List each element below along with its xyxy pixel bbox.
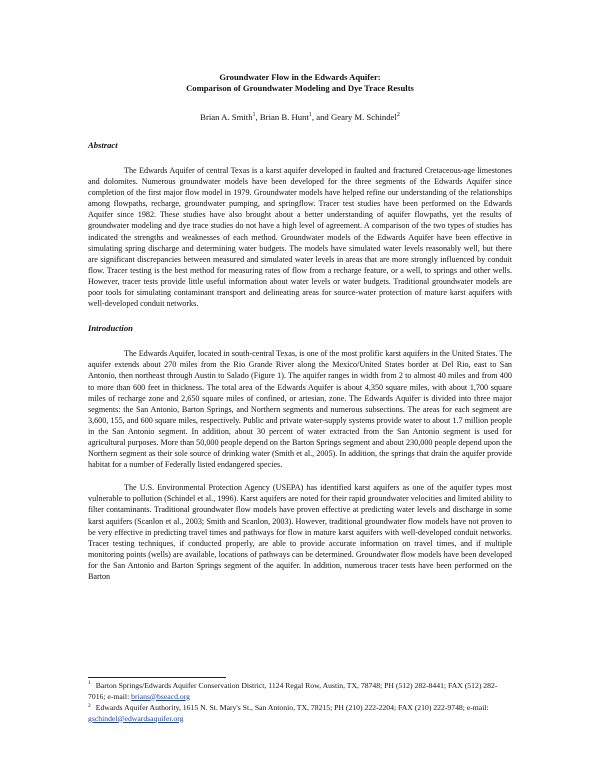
author-3-affiliation: 2 [396, 112, 400, 119]
footnote-divider [88, 677, 226, 678]
footnote-2 [88, 703, 512, 724]
introduction-heading: Introduction [88, 323, 133, 334]
author-2: Brian B. Hunt [259, 112, 309, 122]
author-3: Geary M. Schindel [330, 112, 397, 122]
author-2-affiliation: 1 [308, 112, 312, 119]
title-line-2: Comparison of Groundwater Modeling and Dye Trace Results [186, 83, 414, 93]
author-1: Brian A. Smith [200, 112, 253, 122]
footnote-1-marker: 1 [88, 680, 91, 687]
author-separator: , and [311, 112, 331, 122]
footnote-2-email-link[interactable]: gschindel@edwardsaquifer.org [88, 713, 184, 723]
footnote-2-marker: 2 [88, 702, 91, 709]
paper-title [88, 72, 512, 94]
introduction-paragraph-2: The U.S. Environmental Protection Agency (USEPA) has identified karst aquifers as one of the aquifer types most vulnerable to pollution (Schindel et al., 1996). Karst aquifers are noted for their rapid groundwater velocities and limited ability to filter contaminants. Traditional groundwater flow models have proven effective at predicting water levels and discharge in some karst aquifers (Scanlon et al., 2003; Smith and Scanlon, 2003). However, traditional groundwater flow models have not proven to be very effective in predicting travel times and pathways for flow in mature karst aquifers with well-developed conduit networks. Tracer testing techniques, if conducted properly, are able to provide accurate information on travel times, and if multiple monitoring points (wells) are available, locations of pathways can be determined. Groundwater flow models have been developed for the San Antonio and Barton Springs segment of the aquifer. In addition, numerous tracer tests have been performed on the Barton [88, 483, 512, 581]
footnote-2-text: Edwards Aquifer Authority, 1615 N. St. Mary's St., San Antonio, TX, 78215; PH (210) 222-2204; FAX (210) 222-9748; e-mail: [95, 703, 489, 713]
author-list [88, 112, 512, 123]
author-separator: , [255, 112, 260, 122]
abstract-text: The Edwards Aquifer of central Texas is a karst aquifer developed in faulted and fractured Cretaceous-age limestones and dolomites. Numerous groundwater models have been developed for the three segments of the Edwards Aquifer since completion of the first major flow model in 1979. Groundwater models have helped refine our understanding of the relationships among flowpaths, recharge, groundwater pumping, and springflow. Tracer test studies have been performed on the Edwards Aquifer since 1982. These studies have also brought about a better understanding of aquifer flowpaths, yet the results of groundwater modeling and dye trace studies do not have a high level of agreement. A comparison of the two types of studies has indicated the strengths and weaknesses of each method. Groundwater models of the Edwards Aquifer have been effective in simulating spring discharge and determining water budgets. The models have simulated water levels reasonably well, but there are significant discrepancies between measured and simulated water levels in areas that are more strongly influenced by conduit flow. Tracer testing is the best method for measuring rates of flow from a recharge feature, or a well, to springs and other wells. However, tracer tests provide little useful information about water levels or water budgets. Traditional groundwater models are poor tools for simulating contaminant transport and delineating areas for source-water protection of mature karst aquifers with well-developed conduit networks. [88, 166, 512, 309]
title-line-1: Groundwater Flow in the Edwards Aquifer: [219, 72, 381, 82]
footnote-1-text: Barton Springs/Edwards Aquifer Conservation District, 1124 Regal Row, Austin, TX, 78748; PH (512) 282-8441; FAX (512) 282-7016; e-mail: [88, 681, 498, 701]
introduction-paragraph-1: The Edwards Aquifer, located in south-central Texas, is one of the most prolific karst aquifers in the United States. The aquifer extends about 270 miles from the Rio Grande River along the Mexico/United States border at Del Rio, east to San Antonio, then northeast through Austin to Salado (Figure 1). The aquifer ranges in width from 2 to almost 40 miles and from 400 to more than 600 feet in thickness. The total area of the Edwards Aquifer is about 4,350 square miles, with about 1,700 square miles of recharge zone and 2,650 square miles of confined, or artesian, zone. The Edwards Aquifer is divided into three major segments: the San Antonio, Barton Springs, and Northern segments and numerous subsections. The areas for each segment are 3,600, 155, and 600 square miles, respectively. Public and private water-supply systems provide water to about 1.7 million people in the San Antonio segment. In addition, about 30 percent of water extracted from the San Antonio segment is used for agricultural purposes. More than 50,000 people depend on the Barton Springs segment and about 230,000 people depend upon the Northern segment as their sole source of drinking water (Smith et al., 2005). In addition, the springs that drain the aquifer provide habitat for a number of Federally listed endangered species. [88, 349, 512, 470]
footnote-1-email-link[interactable]: brians@bseacd.org [131, 691, 190, 701]
footnote-1 [88, 681, 512, 702]
footnotes [88, 677, 512, 725]
abstract-heading: Abstract [88, 140, 118, 150]
author-1-affiliation: 1 [252, 112, 256, 119]
